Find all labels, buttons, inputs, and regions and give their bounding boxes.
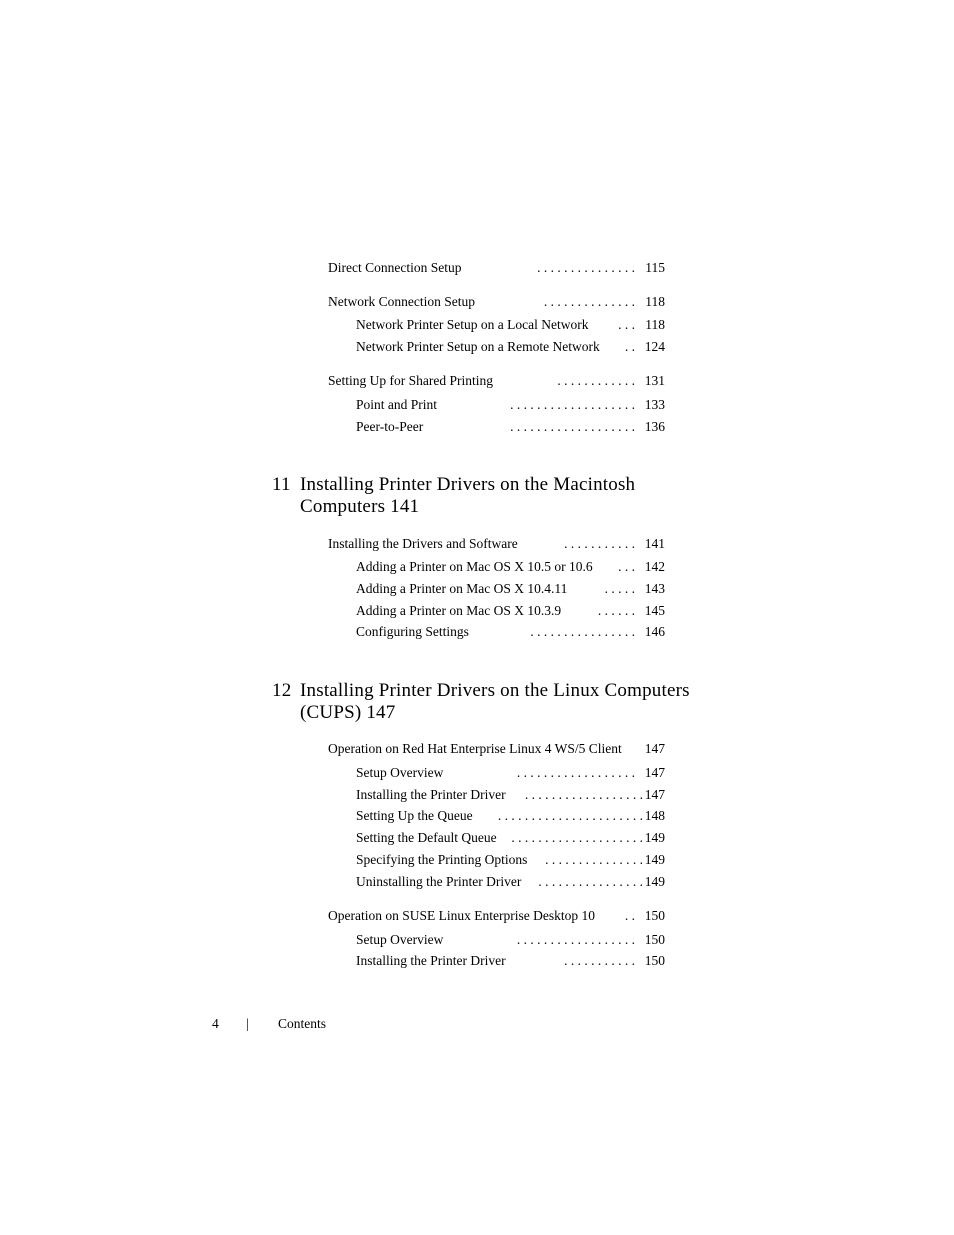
page-number: 4: [212, 1016, 219, 1031]
toc-entry-title: Point and Print: [356, 397, 438, 412]
toc-entry[interactable]: [356, 601, 665, 621]
toc-page-number: 118: [645, 317, 665, 332]
toc-page-number: 143: [644, 581, 665, 596]
toc-page-number: 150: [644, 953, 665, 968]
toc-leader-dots: . . .: [618, 559, 635, 574]
toc-entry-title: Network Printer Setup on a Local Network: [356, 317, 589, 332]
toc-entry-title: Installing the Drivers and Software: [328, 536, 518, 551]
toc-entry-title: Adding a Printer on Mac OS X 10.3.9: [356, 603, 562, 618]
toc-leader-dots: . . . . .: [604, 581, 635, 596]
toc-entry[interactable]: [356, 395, 665, 415]
toc-leader-dots: . . . . . . . . . . . . . . .: [545, 852, 643, 867]
toc-page-number: 150: [644, 932, 665, 947]
toc-page-number: 147: [644, 765, 665, 780]
toc-entry-title: Uninstalling the Printer Driver: [356, 874, 522, 889]
toc-leader-dots: . . . . . . . . . . . . . . . . . .: [516, 765, 635, 780]
toc-page-number: 136: [644, 419, 665, 434]
toc-entry-title: Installing the Printer Driver: [356, 787, 506, 802]
toc-page-number: 146: [644, 624, 665, 639]
toc-leader-dots: . . . . . . . . . . . . . . . . . .: [516, 932, 635, 947]
toc-leader-dots: . . . . . . . . . . . . . . . .: [538, 874, 643, 889]
chapter-title: Installing Printer Drivers on the Linux Computers: [300, 680, 690, 701]
chapter-number: 11: [272, 474, 291, 495]
toc-page-number: 149: [644, 874, 665, 889]
toc-entry[interactable]: [356, 315, 665, 335]
footer-separator: |: [246, 1016, 249, 1031]
toc-page-number: 147: [644, 787, 665, 802]
toc-entry[interactable]: [356, 806, 665, 826]
toc-entry[interactable]: [356, 337, 665, 357]
toc-page-number: 148: [644, 808, 665, 823]
toc-entry-title: Network Printer Setup on a Remote Network: [356, 339, 600, 354]
toc-leader-dots: . . .: [618, 317, 635, 332]
chapter-title: Installing Printer Drivers on the Macintosh: [300, 474, 636, 495]
toc-entry[interactable]: [328, 739, 665, 759]
toc-page-number: 131: [644, 373, 665, 388]
toc-entry-title: Peer-to-Peer: [356, 419, 424, 434]
toc-entry[interactable]: [356, 579, 665, 599]
toc-entry[interactable]: [356, 930, 665, 950]
toc-leader-dots: . . . . . . . . . . . . . . . . . . .: [510, 397, 635, 412]
toc-page-number: 141: [644, 536, 665, 551]
toc-leader-dots: . .: [624, 339, 635, 354]
toc-leader-dots: . . . . . . . . . . . . . . . . . . .: [510, 419, 635, 434]
toc-entry-title: Operation on Red Hat Enterprise Linux 4 WS/5 Client: [328, 741, 622, 756]
toc-leader-dots: . . . . . . . . . . . . . .: [543, 294, 635, 309]
toc-entry-title: Setup Overview: [356, 765, 444, 780]
toc-entry-title: Network Connection Setup: [328, 294, 475, 309]
chapter-title-continued: (CUPS) 147: [300, 702, 396, 723]
toc-page-number: 142: [644, 559, 665, 574]
toc-leader-dots: . . . . . . . . . . . .: [557, 373, 635, 388]
toc-leader-dots: . . . . . . . . . . . . . . . . . . . .: [511, 830, 643, 845]
toc-entry[interactable]: [356, 622, 665, 642]
toc-entry[interactable]: [356, 872, 665, 892]
toc-entry[interactable]: [328, 258, 665, 278]
toc-entry[interactable]: [328, 292, 665, 312]
toc-page-number: 115: [645, 260, 665, 275]
toc-page-number: 118: [645, 294, 665, 309]
toc-entry[interactable]: [356, 828, 665, 848]
toc-entry-title: Installing the Printer Driver: [356, 953, 506, 968]
chapter-title-continued: Computers 141: [300, 496, 420, 517]
toc-entry[interactable]: [328, 534, 665, 554]
toc-page-number: 150: [644, 908, 665, 923]
toc-entry[interactable]: [328, 371, 665, 391]
toc-leader-dots: . . . . . . . . . . .: [564, 536, 635, 551]
toc-entry-title: Setting Up for Shared Printing: [328, 373, 493, 388]
toc-page-number: 147: [644, 741, 665, 756]
toc-entry-title: Setup Overview: [356, 932, 444, 947]
toc-leader-dots: . .: [624, 908, 635, 923]
toc-page-number: 149: [644, 830, 665, 845]
toc-entry[interactable]: [328, 906, 665, 926]
toc-entry[interactable]: [356, 785, 665, 805]
chapter-number: 12: [272, 680, 292, 701]
toc-leader-dots: . . . . . . . . . . . . . . . .: [530, 624, 635, 639]
toc-leader-dots: . . . . . .: [597, 603, 635, 618]
toc-entry-title: Adding a Printer on Mac OS X 10.4.11: [356, 581, 568, 596]
toc-entry-title: Operation on SUSE Linux Enterprise Desktop 10: [328, 908, 595, 923]
toc-page-number: 124: [644, 339, 665, 354]
toc-leader-dots: . . . . . . . . . . . . . . . . . . . . . .: [497, 808, 643, 823]
toc-entry[interactable]: [356, 417, 665, 437]
toc-entry-title: Adding a Printer on Mac OS X 10.5 or 10.6: [356, 559, 593, 574]
toc-leader-dots: . . . . . . . . . . . . . . .: [537, 260, 635, 275]
toc-entry-title: Direct Connection Setup: [328, 260, 462, 275]
toc-leader-dots: . . . . . . . . . . .: [564, 953, 635, 968]
toc-page-number: 133: [644, 397, 665, 412]
toc-entry[interactable]: [356, 557, 665, 577]
toc-entry[interactable]: [356, 763, 665, 783]
toc-entry[interactable]: [356, 850, 665, 870]
toc-page-number: 145: [644, 603, 665, 618]
toc-entry-title: Configuring Settings: [356, 624, 469, 639]
toc-entry-title: Specifying the Printing Options: [356, 852, 528, 867]
toc-entry-title: Setting Up the Queue: [356, 808, 473, 823]
running-footer-section: Contents: [278, 1016, 327, 1031]
toc-leader-dots: . . . . . . . . . . . . . . . . . .: [524, 787, 643, 802]
toc-page-number: 149: [644, 852, 665, 867]
toc-entry-title: Setting the Default Queue: [356, 830, 497, 845]
toc-entry[interactable]: [356, 951, 665, 971]
